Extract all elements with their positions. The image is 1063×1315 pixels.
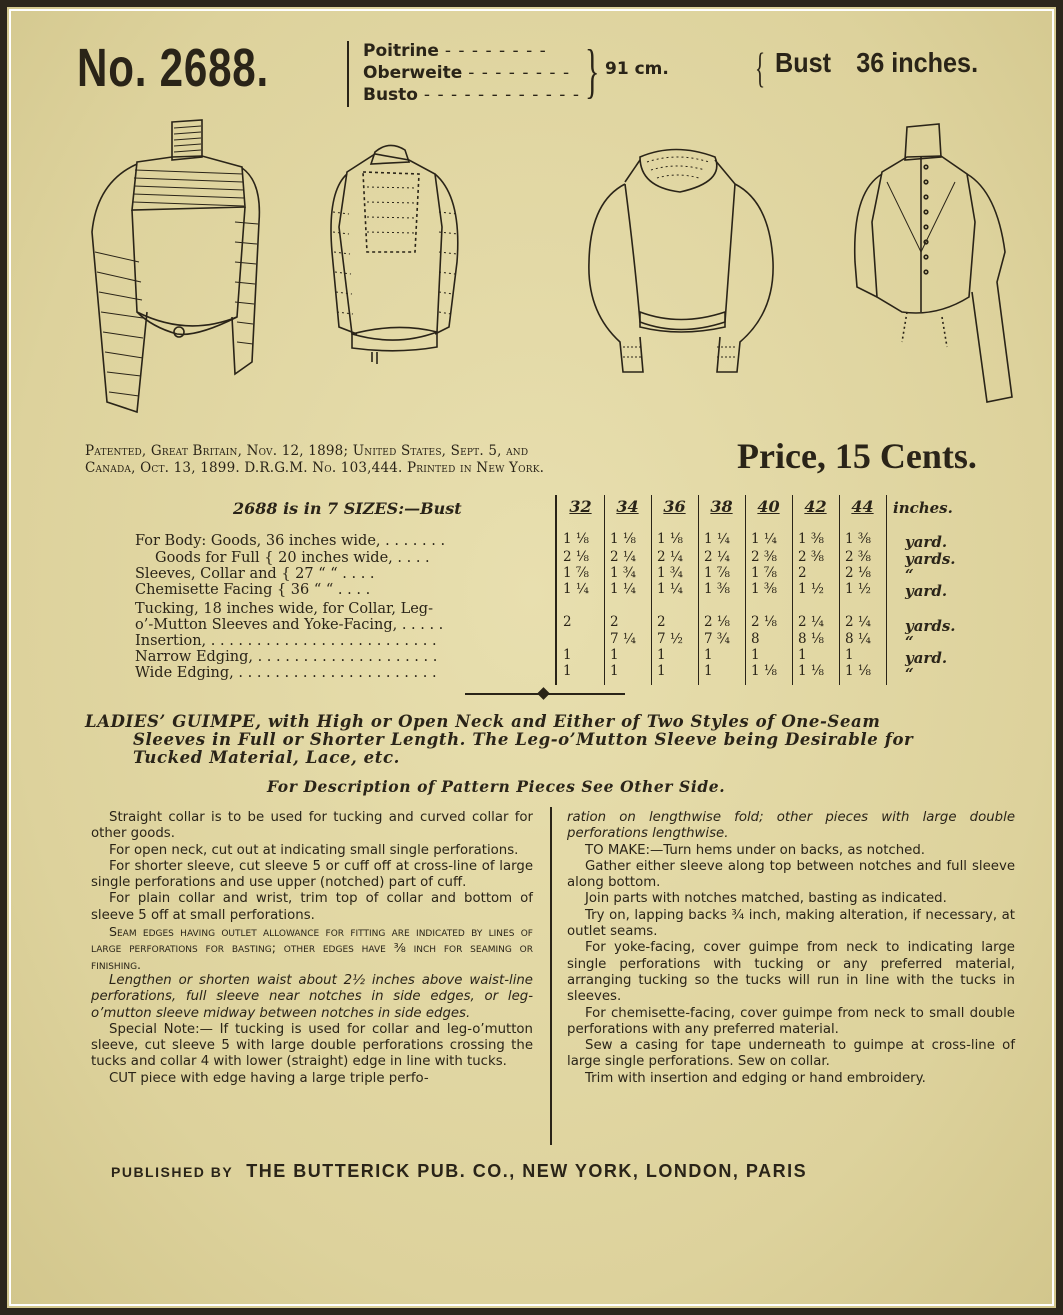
bust-label-spanish: Busto	[363, 85, 418, 105]
guimpe-back-view-illustration	[855, 124, 1012, 402]
instruction-paragraph: For plain collar and wrist, trim top of collar and bottom of sleeve 5 off at small perforations.	[91, 891, 533, 923]
yardage-cell: 1 ¼	[563, 581, 589, 597]
yardage-cell: 8 ⅛	[798, 631, 824, 647]
heading-line-2: Sleeves in Full or Shorter Length. The Leg-o’Mutton Sleeve being Desirable for	[133, 730, 914, 749]
instruction-paragraph: For open neck, cut out at indicating small single perforations.	[109, 842, 519, 858]
instruction-paragraph: TO MAKE:—Turn hems under on backs, as notched.	[585, 842, 926, 858]
instruction-paragraph: ration on lengthwise fold; other pieces with large double perforations lengthwise.	[567, 810, 1015, 842]
size-column-40	[745, 495, 793, 685]
instructions-right-column	[567, 810, 1015, 1087]
yardage-row-unit: yards.	[905, 617, 956, 635]
yardage-row-label: For Body: Goods, 36 inches wide, . . . . . . .	[135, 533, 446, 549]
patent-line-2: Canada, Oct. 13, 1899. D.R.G.M. No. 103,444. Printed in New York.	[85, 460, 545, 476]
instruction-paragraph: For chemisette-facing, cover guimpe from neck to small double perforations with any preferred material.	[567, 1005, 1015, 1037]
yardage-row-label: Goods for Full { 20 inches wide, . . . .	[155, 550, 430, 566]
yardage-cell: 1 ⅞	[563, 565, 589, 581]
brace-icon: }	[585, 38, 600, 104]
yardage-cell: 1 ½	[798, 581, 824, 597]
yardage-cell: 1 ¼	[610, 581, 636, 597]
yardage-cell: 1 ⅞	[704, 565, 730, 581]
yardage-row-unit: yard.	[905, 533, 948, 551]
size-column-44	[839, 495, 887, 685]
yardage-row-label: Chemisette Facing { 36 “ “ . . . .	[135, 582, 371, 598]
instruction-paragraph: Join parts with notches matched, basting as indicated.	[585, 891, 947, 907]
yardage-cell: 2	[610, 614, 619, 630]
yardage-row-unit: yard.	[905, 582, 948, 600]
yardage-cell: 1	[657, 663, 666, 679]
yardage-cell: 1	[563, 647, 572, 663]
yardage-cell: 1	[798, 647, 807, 663]
yardage-cell: 1 ¼	[751, 531, 777, 547]
yardage-cell: 2 ¼	[845, 614, 871, 630]
yardage-row-unit: “	[905, 566, 914, 584]
yardage-cell: 1	[657, 647, 666, 663]
size-header: 36	[663, 497, 686, 516]
yardage-row-label: Sleeves, Collar and { 27 “ “ . . . .	[135, 566, 375, 582]
yardage-row-unit: yards.	[905, 550, 956, 568]
instruction-paragraph: Sew a casing for tape underneath to guimpe at cross-line of large single perforations. Sew on collar.	[567, 1038, 1015, 1070]
instruction-paragraph: Trim with insertion and edging or hand embroidery.	[585, 1070, 926, 1086]
yardage-cell: 2 ⅛	[751, 614, 777, 630]
price: Price, 15 Cents.	[737, 436, 977, 476]
yardage-row-label: Insertion, . . . . . . . . . . . . . . . . . . . . . . . . .	[135, 633, 437, 649]
yardage-cell: 1 ⅛	[563, 531, 589, 547]
instruction-paragraph: For yoke-facing, cover guimpe from neck to indicating large single perforations with tucking or any preferred material, arranging tucking so the tucks will run in line with the tucks in sleeves.	[567, 940, 1015, 1005]
size-header: 42	[804, 497, 827, 516]
yardage-cell: 1 ⅛	[610, 531, 636, 547]
size-header: 34	[616, 497, 639, 516]
size-table	[555, 495, 891, 685]
yardage-cell: 1 ⅛	[845, 663, 871, 679]
yardage-cell: 1 ⅛	[798, 663, 824, 679]
instruction-paragraph: Lengthen or shorten waist about 2½ inches above waist-line perforations, full sleeve near notches in side edges, or leg-o’mutton sleeve midway between notches in side edges.	[91, 972, 533, 1021]
size-header: 44	[851, 497, 874, 516]
yardage-cell: 8 ¼	[845, 631, 871, 647]
bust-label-german: Oberweite	[363, 63, 463, 83]
instruction-paragraph: CUT piece with edge having a large triple perfo-	[109, 1070, 429, 1086]
patent-line-1: Patented, Great Britain, Nov. 12, 1898; United States, Sept. 5, and	[85, 443, 529, 459]
yardage-cell: 1 ¾	[657, 565, 683, 581]
yardage-cell: 7 ½	[657, 631, 683, 647]
yardage-cell: 2	[657, 614, 666, 630]
yardage-cell: 7 ¼	[610, 631, 636, 647]
yardage-cell: 1 ⅜	[704, 581, 730, 597]
yardage-row-label: o’-Mutton Sleeves and Yoke-Facing, . . . . .	[135, 617, 444, 633]
yardage-cell: 1	[704, 663, 713, 679]
heading-line-3: Tucked Material, Lace, etc.	[133, 748, 400, 767]
yardage-cell: 2 ⅛	[845, 565, 871, 581]
yardage-cell: 1	[751, 647, 760, 663]
yardage-row-label: Tucking, 18 inches wide, for Collar, Leg-	[135, 601, 433, 617]
bust-measure-labels: Poitrine - - - - - - - - Oberweite - - - - - - - - Busto - - - - - - - - - - - -	[347, 41, 599, 107]
bust-inches-label: Bust	[775, 47, 832, 78]
yardage-cell: 2 ⅜	[845, 549, 871, 565]
bust-inches	[775, 47, 978, 79]
size-header: 32	[569, 497, 592, 516]
size-column-36	[651, 495, 699, 685]
size-table-title: 2688 is in 7 SIZES:—Bust	[233, 499, 462, 518]
yardage-cell: 1	[563, 663, 572, 679]
instruction-paragraph: Straight collar is to be used for tucking and curved collar for other goods.	[91, 810, 533, 842]
size-header: 38	[710, 497, 733, 516]
yardage-row-unit: “	[905, 633, 914, 651]
yardage-cell: 8	[751, 631, 760, 647]
size-units-header: inches.	[893, 499, 953, 517]
instruction-paragraph: Gather either sleeve along top between notches and full sleeve along bottom.	[567, 858, 1015, 891]
size-column-42	[792, 495, 840, 685]
yardage-cell: 2 ⅛	[704, 614, 730, 630]
instruction-paragraph: Try on, lapping backs ¾ inch, making alteration, if necessary, at outlet seams.	[567, 907, 1015, 940]
diamond-ornament-icon	[537, 687, 550, 700]
description-note: For Description of Pattern Pieces See Other Side.	[267, 777, 726, 796]
size-column-32	[557, 495, 605, 685]
size-header: 40	[757, 497, 780, 516]
pattern-number: No. 2688.	[77, 38, 269, 98]
size-column-38	[698, 495, 746, 685]
patent-notice	[85, 443, 725, 477]
yardage-cell: 1	[845, 647, 854, 663]
instruction-paragraph: Seam edges having outlet allowance for fitting are indicated by lines of large perforations for basting; other edges have ⅜ inch for seaming or finishing.	[91, 924, 533, 972]
yardage-cell: 1	[610, 647, 619, 663]
yardage-cell: 1 ⅜	[845, 531, 871, 547]
pattern-heading	[85, 713, 1025, 767]
brace-icon: {	[755, 46, 766, 92]
yardage-cell: 2 ¼	[704, 549, 730, 565]
yardage-cell: 1	[610, 663, 619, 679]
yardage-cell: 2 ¼	[798, 614, 824, 630]
yardage-cell: 1 ⅜	[798, 531, 824, 547]
yardage-cell: 1 ¾	[610, 565, 636, 581]
guimpe-full-sleeve-illustration	[589, 150, 773, 373]
publisher-imprint	[111, 1161, 807, 1182]
yardage-cell: 1 ½	[845, 581, 871, 597]
bust-cm: 91 cm.	[605, 59, 669, 79]
yardage-cell: 2	[563, 614, 572, 630]
yardage-cell: 2 ⅛	[563, 549, 589, 565]
yardage-row-label: Wide Edging, . . . . . . . . . . . . . . . . . . . . . .	[135, 665, 437, 681]
yardage-cell: 2	[798, 565, 807, 581]
yardage-cell: 1 ¼	[657, 581, 683, 597]
yardage-cell: 1 ⅜	[751, 581, 777, 597]
garment-illustrations	[77, 112, 1017, 437]
guimpe-lace-illustration	[331, 145, 458, 364]
yardage-row-unit: “	[905, 665, 914, 683]
publisher-prefix: PUBLISHED BY	[111, 1164, 234, 1180]
yardage-row-unit: yard.	[905, 649, 948, 667]
bust-label-french: Poitrine	[363, 41, 439, 61]
yardage-cell: 7 ¾	[704, 631, 730, 647]
guimpe-tucked-illustration	[92, 120, 259, 412]
heading-line-1: LADIES’ GUIMPE, with High or Open Neck and Either of Two Styles of One-Seam	[85, 712, 881, 731]
yardage-cell: 1 ⅛	[751, 663, 777, 679]
yardage-cell: 1 ¼	[704, 531, 730, 547]
column-divider	[550, 807, 552, 1145]
instruction-paragraph: Special Note:— If tucking is used for collar and leg-o’mutton sleeve, cut sleeve 5 with large double perforations crossing the tucks and collar 4 with lower (straight) edge in line with tucks.	[91, 1021, 533, 1070]
yardage-cell: 1	[704, 647, 713, 663]
publisher-name: THE BUTTERICK PUB. CO., NEW YORK, LONDON, PARIS	[246, 1161, 808, 1181]
yardage-cell: 1 ⅛	[657, 531, 683, 547]
bust-inches-value: 36 inches.	[856, 47, 979, 78]
instruction-paragraph: For shorter sleeve, cut sleeve 5 or cuff off at cross-line of large single perforations and use upper (notched) part of cuff.	[91, 858, 533, 891]
yardage-cell: 2 ¼	[610, 549, 636, 565]
instructions-left-column	[91, 810, 533, 1087]
yardage-row-label: Narrow Edging, . . . . . . . . . . . . . . . . . . . .	[135, 649, 438, 665]
size-column-34	[604, 495, 652, 685]
yardage-cell: 1 ⅞	[751, 565, 777, 581]
yardage-cell: 2 ⅜	[751, 549, 777, 565]
yardage-cell: 2 ¼	[657, 549, 683, 565]
yardage-cell: 2 ⅜	[798, 549, 824, 565]
